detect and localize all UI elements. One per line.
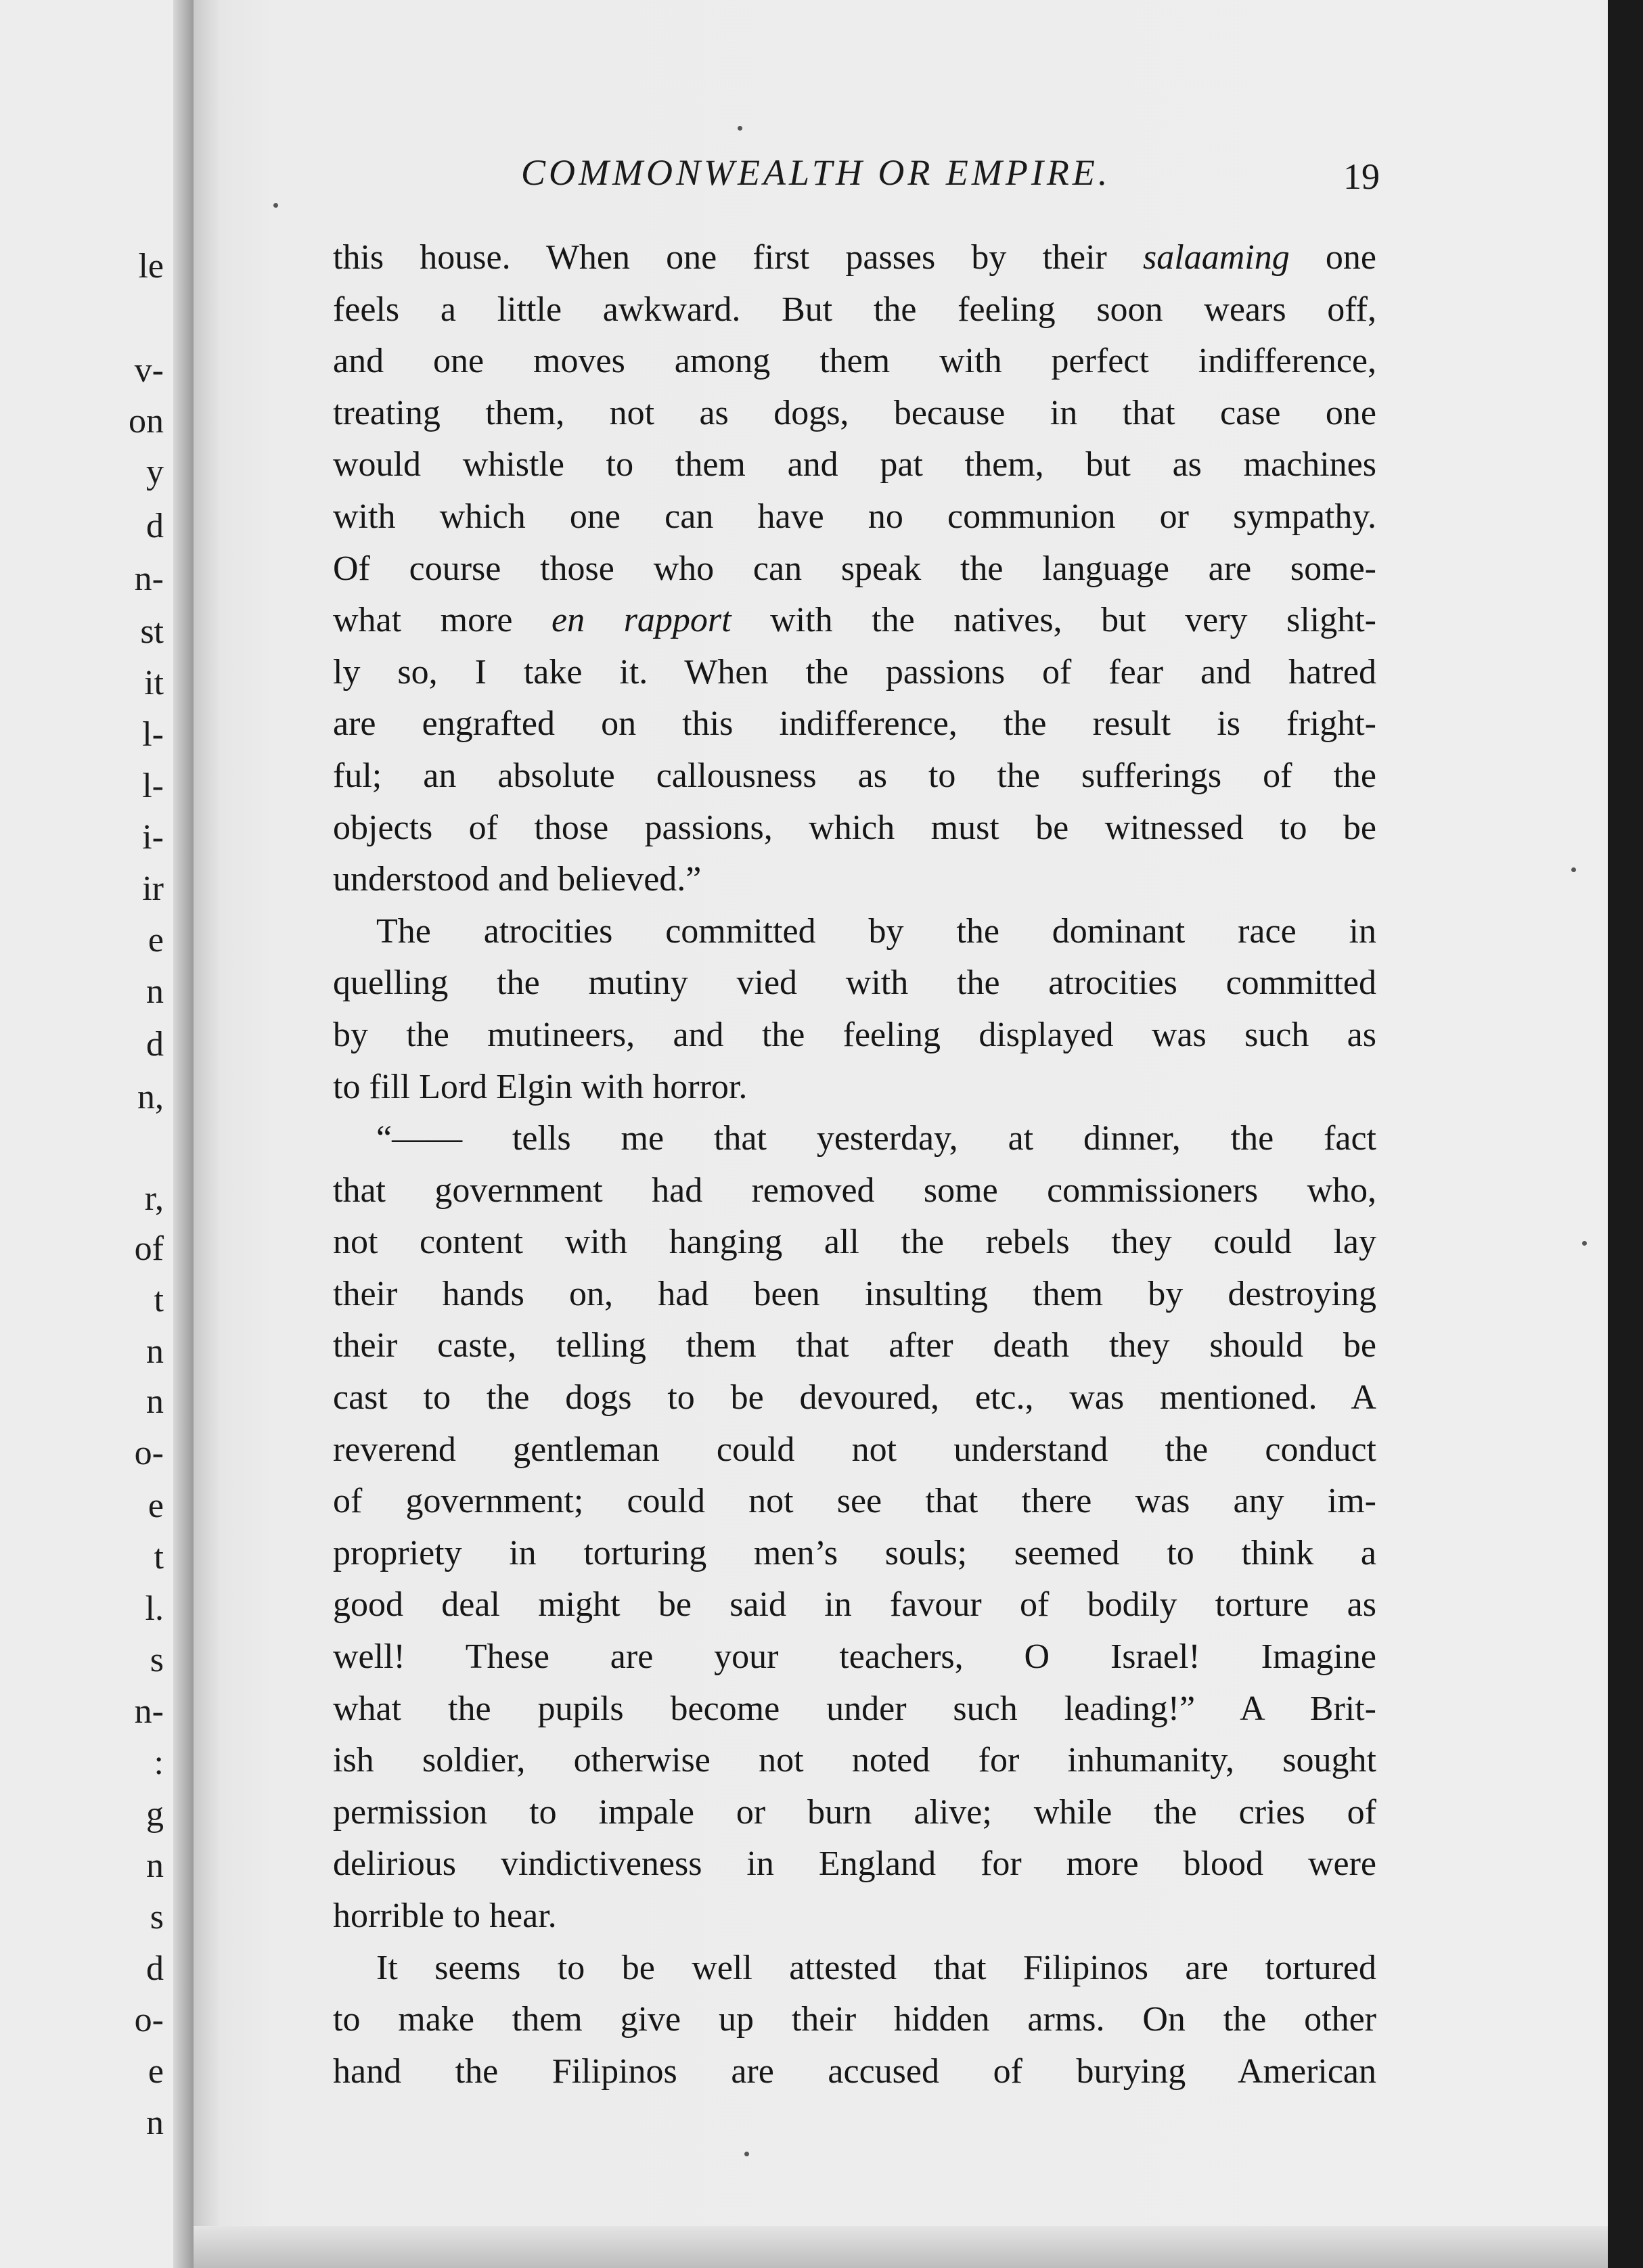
left-page-fragment: e [148, 1487, 164, 1525]
left-page-fragment: n- [134, 1692, 164, 1731]
italic-phrase: salaaming [1143, 238, 1290, 277]
left-page-fragment: g [146, 1795, 164, 1834]
text-line: treating them, not as dogs, because in that case one [333, 393, 1376, 432]
body-text [333, 232, 1376, 2097]
text-line: their hands on, had been insulting them by destroying [333, 1274, 1376, 1313]
left-page-fragment: n [146, 972, 164, 1011]
left-page-edge [0, 0, 194, 2268]
text-line: ful; an absolute callousness as to the sufferings of the [333, 756, 1376, 795]
text-line: feels a little awkward. But the feeling soon wears off, [333, 290, 1376, 329]
left-page-fragment: n- [134, 560, 164, 598]
left-page-fragment: of [134, 1229, 164, 1268]
text-line: hand the Filipinos are accused of burying American [333, 2051, 1376, 2091]
text-line: what the pupils become under such leading!” A Brit- [333, 1689, 1376, 1728]
text-line: to fill Lord Elgin with horror. [333, 1067, 748, 1106]
left-page-fragment: : [154, 1744, 164, 1782]
paragraph [333, 1943, 1376, 2098]
paragraph [333, 1113, 1376, 1943]
text-line: and one moves among them with perfect indifference, [333, 342, 1376, 381]
text-line: good deal might be said in favour of bodily torture as [333, 1585, 1376, 1625]
print-speck [738, 126, 742, 131]
text-line: The atrocities committed by the dominant race in [376, 911, 1376, 951]
text-line: reverend gentleman could not understand the conduct [333, 1430, 1376, 1469]
left-page-fragment: d [146, 507, 164, 545]
left-page-fragment: l- [142, 767, 164, 805]
text-line: this house. When one first passes by their salaaming one [333, 238, 1376, 277]
left-page-fragment: r, [144, 1179, 164, 1218]
left-page-fragment: i- [142, 818, 164, 857]
text-line: understood and believed.” [333, 860, 702, 899]
left-page-fragment: e [148, 2052, 164, 2091]
text-line: not content with hanging all the rebels they could lay [333, 1223, 1376, 1262]
left-page-fragment: n [146, 1332, 164, 1371]
left-page-fragment: o- [134, 1434, 164, 1472]
text-line: It seems to be well attested that Filipinos are tortured [376, 1948, 1376, 1987]
text-line: their caste, telling them that after death they should be [333, 1326, 1376, 1365]
running-head [325, 152, 1421, 199]
left-page-fragment: t [154, 1281, 164, 1319]
left-page-fragment: y [146, 453, 164, 491]
page-right-edge [1608, 0, 1643, 2268]
left-page-fragment: l. [145, 1589, 164, 1628]
left-page-fragment: on [129, 402, 164, 440]
left-page-fragment: n [146, 1846, 164, 1885]
text-line: to make them give up their hidden arms. On the other [333, 2000, 1376, 2039]
left-page-fragment: o- [134, 2001, 164, 2039]
left-page-fragment: d [146, 1025, 164, 1064]
text-line: delirious vindictiveness in England for more blood were [333, 1844, 1376, 1884]
print-speck [273, 203, 278, 208]
text-line: are engrafted on this indifference, the result is fright- [333, 704, 1376, 744]
text-line: that government had removed some commissioners who, [333, 1171, 1376, 1210]
page-bottom-shadow [194, 2226, 1608, 2268]
text-line: ly so, I take it. When the passions of fear and hatred [333, 652, 1376, 691]
text-line: ish soldier, otherwise not noted for inhumanity, sought [333, 1741, 1376, 1780]
text-line: quelling the mutiny vied with the atrocities committed [333, 963, 1376, 1003]
gutter-shadow [173, 0, 194, 2268]
text-line: by the mutineers, and the feeling displayed was such as [333, 1015, 1376, 1054]
text-line: propriety in torturing men’s souls; seemed to think a [333, 1533, 1376, 1572]
text-line: objects of those passions, which must be witnessed to be [333, 808, 1376, 847]
text-line: with which one can have no communion or sympathy. [333, 497, 1376, 536]
text-line: horrible to hear. [333, 1897, 557, 1935]
left-page-fragment: n [146, 1382, 164, 1421]
left-page-fragment: n, [137, 1078, 164, 1116]
paragraph [333, 232, 1376, 906]
print-speck [744, 2152, 749, 2156]
text-line: cast to the dogs to be devoured, etc., was mentioned. A [333, 1378, 1376, 1418]
left-page-fragment: s [150, 1898, 164, 1936]
paragraph [333, 906, 1376, 1113]
left-page-fragment: it [144, 664, 164, 702]
print-speck [1582, 1241, 1587, 1246]
left-page-fragment: d [146, 1949, 164, 1988]
italic-phrase: en rapport [552, 601, 732, 640]
left-page-fragment: l- [142, 715, 164, 754]
text-line: would whistle to them and pat them, but as machines [333, 445, 1376, 484]
left-page-fragment: le [138, 247, 164, 286]
text-line: what more en rapport with the natives, but very slight- [333, 601, 1376, 640]
left-page-fragment: v- [134, 351, 164, 390]
text-line: of government; could not see that there was any im- [333, 1482, 1376, 1521]
text-line: well! These are your teachers, O Israel! Imagine [333, 1637, 1376, 1677]
left-page-fragment: ir [142, 869, 164, 908]
text-line: Of course those who can speak the language are some- [333, 549, 1376, 588]
text-line: permission to impale or burn alive; while the cries of [333, 1792, 1376, 1832]
left-page-fragment: n [146, 2104, 164, 2142]
page-number: 19 [1343, 156, 1380, 197]
left-page-fragment: e [148, 921, 164, 959]
print-speck [1571, 867, 1576, 872]
running-title: COMMONWEALTH OR EMPIRE. [521, 152, 1111, 193]
left-page-fragment: s [150, 1641, 164, 1679]
text-line: “—— tells me that yesterday, at dinner, the fact [376, 1119, 1376, 1158]
left-page-fragment: st [140, 612, 164, 651]
left-page-fragment: t [154, 1538, 164, 1577]
